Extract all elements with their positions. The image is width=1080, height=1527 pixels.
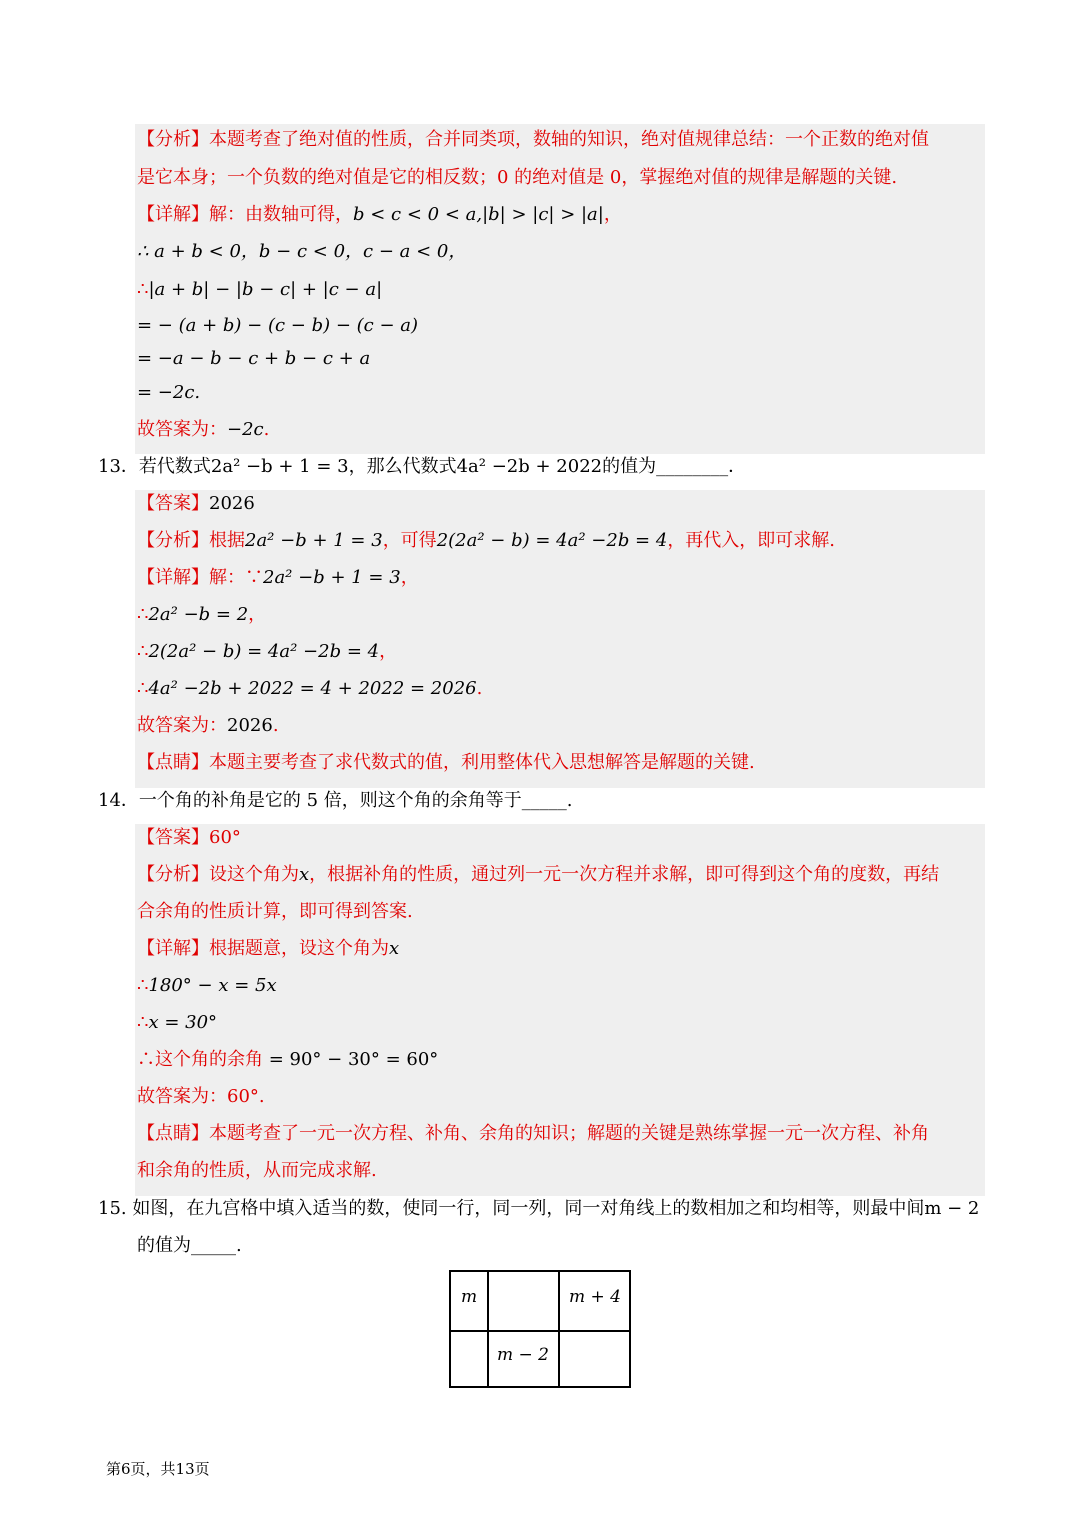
therefore-symbol: ∴ xyxy=(137,604,149,625)
math-variable: x xyxy=(389,938,400,959)
math-expression: 2a² −b + 1 = 3 xyxy=(245,530,383,551)
q13-answer xyxy=(137,492,255,516)
math-expression: x = 30° xyxy=(148,1012,218,1033)
grid-cell-m-plus-4: m + 4 xyxy=(569,1287,621,1307)
q14-analysis-cont: 合余角的性质计算，即可得到答案. xyxy=(137,901,413,922)
detail-tag: 【详解】 xyxy=(137,204,209,225)
q12-step-3: = − (a + b) − (c − b) − (c − a) xyxy=(137,315,419,336)
math-expression: 2a² −b = 2 xyxy=(148,604,249,625)
math-expression: 2(2a² − b) = 4a² −2b = 4 xyxy=(436,530,668,551)
q12-analysis-cont: 是它本身；一个负数的绝对值是它的相反数；0 的绝对值是 0，掌握绝对值的规律是解题的关键. xyxy=(137,167,898,188)
punct: ， xyxy=(379,641,398,662)
math-expression: 180° − x = 5x xyxy=(148,975,277,996)
analysis-text: ，可得 xyxy=(382,530,437,551)
analysis-text: 根据 xyxy=(209,530,245,551)
q14-comment-cont: 和余角的性质，从而完成求解. xyxy=(137,1160,377,1181)
q13-final-answer xyxy=(137,714,279,738)
answer-value: 2026 xyxy=(209,493,255,514)
detail-tag: 【详解】 xyxy=(137,567,209,588)
math-expression: 4a² −2b + 2022 = 4 + 2022 = 2026 xyxy=(148,678,477,699)
analysis-tag: 【分析】 xyxy=(137,530,209,551)
detail-text: 解：∵ xyxy=(209,567,263,588)
page-footer: 第6页，共13页 xyxy=(106,1460,210,1478)
therefore-symbol: ∴ xyxy=(137,279,149,300)
math-expression: 2(2a² − b) = 4a² −2b = 4 xyxy=(148,641,380,662)
punct: . xyxy=(263,419,270,440)
punct: ， xyxy=(603,204,622,225)
detail-text: 解：由数轴可得， xyxy=(209,204,353,225)
q14-comment: 【点睛】本题考查了一元一次方程、补角、余角的知识；解题的关键是熟练掌握一元一次方程、补角 xyxy=(137,1123,929,1144)
answer-label: 故答案为： xyxy=(137,715,227,736)
q13-detail xyxy=(137,566,419,590)
step-text: ∴这个角的余角 xyxy=(137,1049,263,1070)
q14-detail xyxy=(137,937,399,961)
answer-label: 故答案为： xyxy=(137,419,227,440)
punct: ， xyxy=(400,567,419,588)
q13-analysis xyxy=(137,529,835,553)
q14-answer: 【答案】60° xyxy=(137,827,241,848)
q12-step-5: = −2c. xyxy=(137,382,201,403)
q14-step-2 xyxy=(137,1011,217,1035)
q12-step-4: = −a − b − c + b − c + a xyxy=(137,348,371,369)
analysis-text: ，根据补角的性质，通过列一元一次方程并求解，即可得到这个角的度数，再结 xyxy=(309,864,940,885)
q12-step-2 xyxy=(137,278,382,302)
q14-step-3 xyxy=(137,1048,438,1072)
detail-text: 【详解】根据题意，设这个角为 xyxy=(137,938,389,959)
grid-cell-m: m xyxy=(460,1287,478,1307)
grid-line xyxy=(451,1330,629,1332)
math-expression: 2a² −b + 1 = 3 xyxy=(263,567,401,588)
therefore-symbol: ∴ xyxy=(137,975,149,996)
q12-detail xyxy=(137,203,622,227)
q13-comment: 【点睛】本题主要考查了求代数式的值，利用整体代入思想解答是解题的关键. xyxy=(137,752,755,773)
q14-final-answer: 故答案为：60°. xyxy=(137,1086,265,1107)
analysis-text: ，再代入，即可求解. xyxy=(667,530,836,551)
analysis-text: 【分析】设这个角为 xyxy=(137,864,299,885)
q12-analysis: 【分析】本题考查了绝对值的性质，合并同类项，数轴的知识，绝对值规律总结：一个正数的绝对值 xyxy=(137,129,929,150)
math-expression: |a + b| − |b − c| + |c − a| xyxy=(148,279,383,300)
q12-final-answer xyxy=(137,418,269,442)
q14-analysis xyxy=(137,863,939,887)
punct: ， xyxy=(248,604,267,625)
q13-question: 13．若代数式2a² −b + 1 = 3，那么代数式4a² −2b + 2022的值为________． xyxy=(98,456,747,477)
answer-value: 2026 xyxy=(227,715,273,736)
answer-value: −2c xyxy=(227,419,264,440)
therefore-symbol: ∴ xyxy=(137,1012,149,1033)
q13-step-2 xyxy=(137,640,397,664)
nine-square-grid xyxy=(449,1270,631,1388)
q13-step-3 xyxy=(137,677,482,701)
therefore-symbol: ∴ xyxy=(137,678,149,699)
q14-step-1 xyxy=(137,974,277,998)
q12-step-1: ∴ a + b < 0，b − c < 0，c − a < 0， xyxy=(137,241,467,262)
q15-question: 15. 如图，在九宫格中填入适当的数，使同一行，同一列，同一对角线上的数相加之和均相等，则最中间m − 2 xyxy=(98,1198,980,1219)
math-variable: x xyxy=(299,864,310,885)
punct: . xyxy=(272,715,279,736)
therefore-symbol: ∴ xyxy=(137,641,149,662)
q14-question: 14．一个角的补角是它的 5 倍，则这个角的余角等于_____. xyxy=(98,790,573,811)
math-expression: = 90° − 30° = 60° xyxy=(263,1049,439,1070)
answer-tag: 【答案】 xyxy=(137,493,209,514)
grid-cell-m-minus-2: m − 2 xyxy=(497,1345,549,1365)
q15-question-cont: 的值为_____. xyxy=(137,1235,242,1256)
grid-line xyxy=(487,1272,489,1386)
q13-step-1 xyxy=(137,603,266,627)
math-expression: b < c < 0 < a,|b| > |c| > |a| xyxy=(353,204,604,225)
punct: . xyxy=(476,678,483,699)
